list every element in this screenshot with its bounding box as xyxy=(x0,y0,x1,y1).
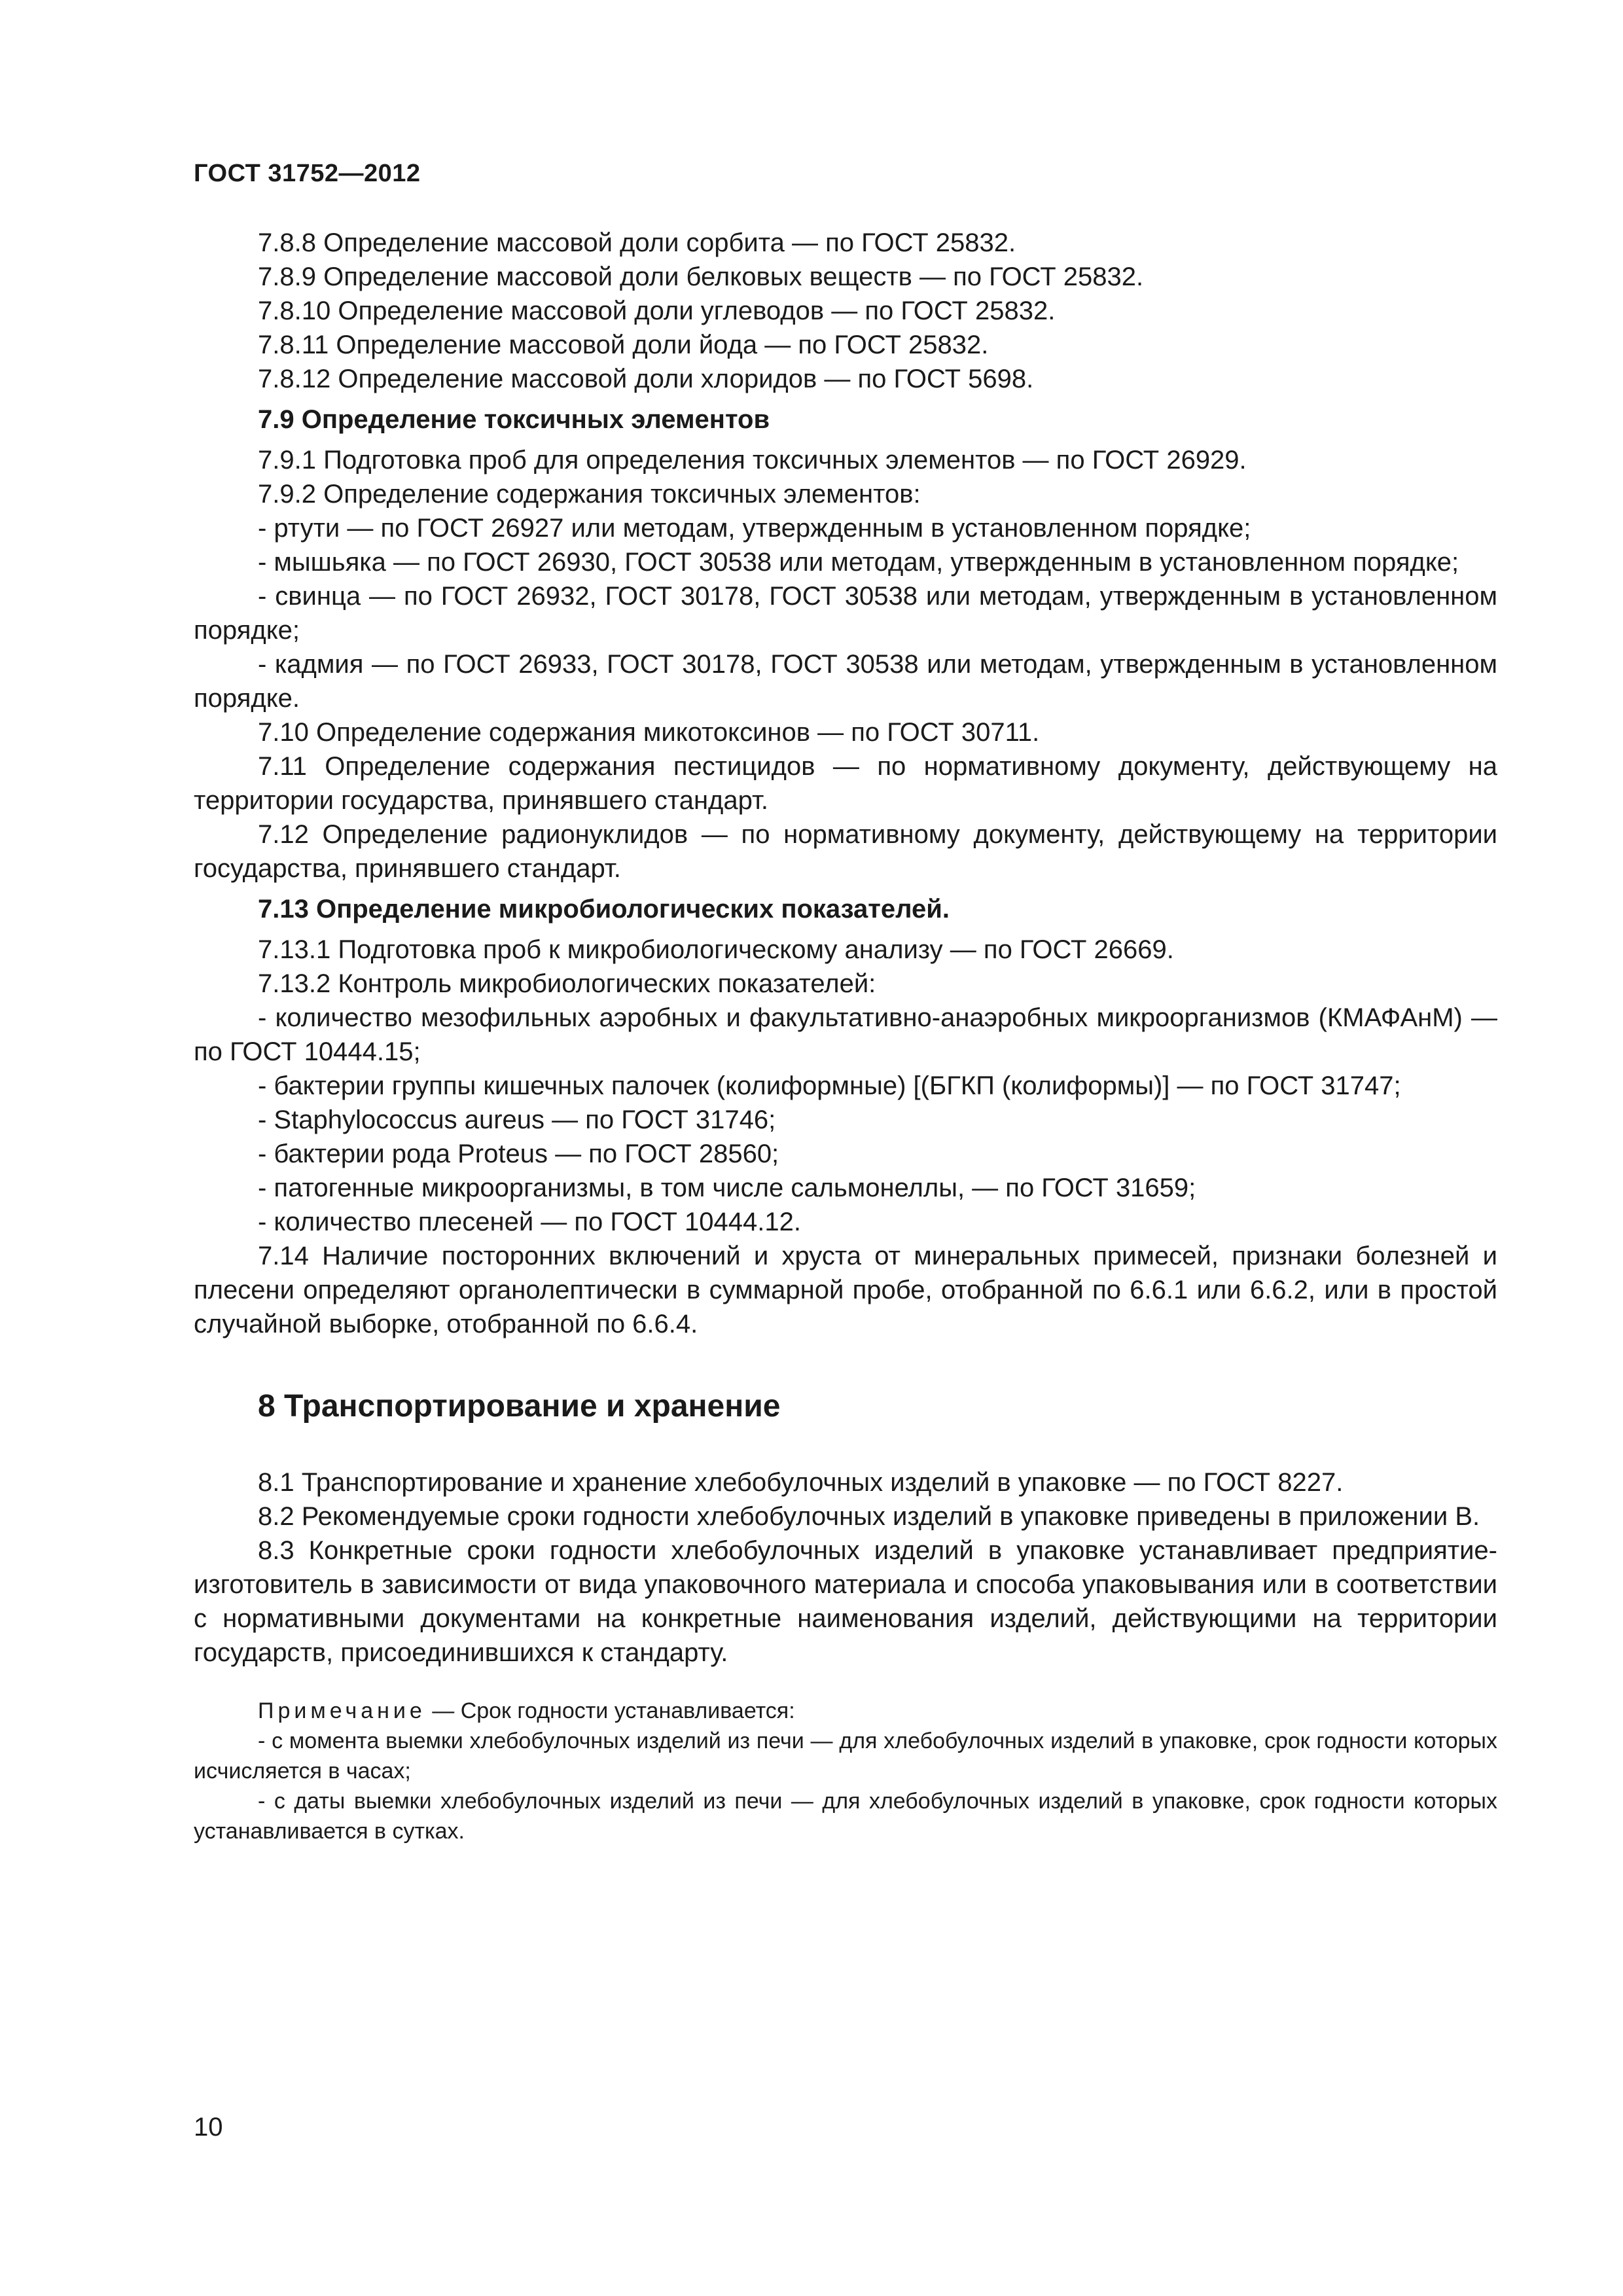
paragraph: 7.8.11 Определение массовой доли йода — по ГОСТ 25832. xyxy=(258,331,989,359)
note xyxy=(194,1696,1497,1846)
note-intro-text: — Срок годности устанавливается: xyxy=(425,1698,795,1723)
document-body xyxy=(194,226,1497,1846)
paragraph: 7.8.9 Определение массовой доли белковых веществ — по ГОСТ 25832. xyxy=(258,262,1144,291)
note-intro xyxy=(194,1696,1497,1726)
paragraph: 7.10 Определение содержания микотоксинов — по ГОСТ 30711. xyxy=(258,718,1040,747)
paragraph: 7.8.12 Определение массовой доли хлоридов — по ГОСТ 5698. xyxy=(258,365,1034,393)
paragraph: 7.9.2 Определение содержания токсичных элементов: xyxy=(258,480,921,509)
list-item: - патогенные микроорганизмы, в том числе сальмонеллы, — по ГОСТ 31659; xyxy=(258,1174,1196,1202)
paragraph: 7.14 Наличие посторонних включений и хруста от минеральных примесей, признаки болезней и плесени определяют органолептически в суммарной пробе, отобранной по 6.6.1 или 6.6.2, или в простой случайной выборке, отобранной по 6.6.4. xyxy=(194,1242,1497,1338)
paragraph: 7.13.2 Контроль микробиологических показателей: xyxy=(258,969,876,998)
note-item: - с момента выемки хлебобулочных изделий из печи — для хлебобулочных изделий в упаковке, срок годности которых исчисляется в часах; xyxy=(194,1729,1497,1784)
paragraph: 7.11 Определение содержания пестицидов — по нормативному документу, действующему на территории государства, принявшего стандарт. xyxy=(194,752,1497,815)
list-item: - Staphylococcus aureus — по ГОСТ 31746; xyxy=(258,1105,776,1134)
paragraph: 8.3 Конкретные сроки годности хлебобулочных изделий в упаковке устанавливает предприятие-изготовитель в зависимости от вида упаковочного материала и способа упаковывания или в соответствии с нормативными документами на конкретные наименования изделий, действующими на территории государств, присоединившихся к стандарту. xyxy=(194,1536,1497,1667)
list-item: - мышьяка — по ГОСТ 26930, ГОСТ 30538 или методам, утвержденным в установленном порядке; xyxy=(258,548,1459,577)
note-label: Примечание xyxy=(258,1698,426,1723)
paragraph: 8.1 Транспортирование и хранение хлебобулочных изделий в упаковке — по ГОСТ 8227. xyxy=(258,1468,1344,1497)
list-item: - свинца — по ГОСТ 26932, ГОСТ 30178, ГОСТ 30538 или методам, утвержденным в установленном порядке; xyxy=(194,582,1497,645)
subsection-heading: 7.9 Определение токсичных элементов xyxy=(258,405,770,434)
list-item: - количество мезофильных аэробных и факультативно-анаэробных микроорганизмов (КМАФАнМ) — по ГОСТ 10444.15; xyxy=(194,1003,1497,1066)
section-8-body xyxy=(194,1465,1497,1670)
paragraph: 7.9.1 Подготовка проб для определения токсичных элементов — по ГОСТ 26929. xyxy=(258,446,1247,475)
list-item: - ртути — по ГОСТ 26927 или методам, утвержденным в установленном порядке; xyxy=(258,514,1251,543)
list-item: - количество плесеней — по ГОСТ 10444.12. xyxy=(258,1208,801,1236)
section-8-title: 8 Транспортирование и хранение xyxy=(258,1389,781,1424)
page-number: 10 xyxy=(194,2113,223,2142)
paragraph: 8.2 Рекомендуемые сроки годности хлебобулочных изделий в упаковке приведены в приложении В. xyxy=(258,1502,1480,1531)
paragraph: 7.8.10 Определение массовой доли углеводов — по ГОСТ 25832. xyxy=(258,296,1056,325)
paragraph: 7.12 Определение радионуклидов — по нормативному документу, действующему на территории государства, принявшего стандарт. xyxy=(194,820,1497,883)
section-7-continuation xyxy=(194,226,1497,1341)
document-header: ГОСТ 31752—2012 xyxy=(194,160,421,187)
note-item: - с даты выемки хлебобулочных изделий из печи — для хлебобулочных изделий в упаковке, срок годности которых устанавливается в сутках. xyxy=(194,1789,1497,1844)
paragraph: 7.8.8 Определение массовой доли сорбита — по ГОСТ 25832. xyxy=(258,228,1016,257)
subsection-heading: 7.13 Определение микробиологических показателей. xyxy=(258,895,950,924)
paragraph: 7.13.1 Подготовка проб к микробиологическому анализу — по ГОСТ 26669. xyxy=(258,935,1174,964)
list-item: - кадмия — по ГОСТ 26933, ГОСТ 30178, ГОСТ 30538 или методам, утвержденным в установленном порядке. xyxy=(194,650,1497,713)
list-item: - бактерии рода Proteus — по ГОСТ 28560; xyxy=(258,1139,779,1168)
list-item: - бактерии группы кишечных палочек (колиформные) [(БГКП (колиформы)] — по ГОСТ 31747; xyxy=(258,1071,1401,1100)
